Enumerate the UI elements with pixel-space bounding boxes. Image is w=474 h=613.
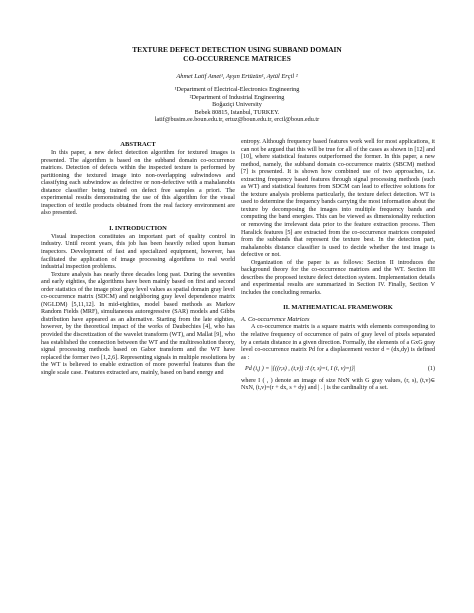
abstract-heading: ABSTRACT	[120, 141, 156, 148]
left-column	[41, 140, 235, 377]
equation-1	[245, 366, 435, 374]
author-emails: latif@busim.ee.boun.edu.tr, ertuz@boun.edu.tr, ercil@boun.edu.tr	[154, 116, 320, 124]
affiliation-line: Bebek 80815, Istanbul, TURKEY.	[194, 108, 280, 116]
cooccurrence-subheading: A. Co-occurrence Matrices	[241, 316, 310, 324]
abstract-paragraph: In this paper, a new defect detection algorithm for textured images is presented. The algorithm is based on the subband domain co-occurrence matrices. Detection of defects within the inspected texture is performed by partitioning the textured image into non-overlapping subwindows and classifying each subwindow as defective or non-defective with a mahalanobis distance classifier being trained on defect free samples a priori. The experimental results demonstrating the use of this algorithm for the visual inspection of textile products obtained from the real factory environment are also presented.	[41, 150, 235, 217]
equation-number: (1)	[427, 366, 435, 373]
affiliation-line: ¹Department of Electrical-Electronics Engineering	[174, 86, 300, 93]
math-framework-heading: II. MATHEMATICAL FRAMEWORK	[283, 304, 393, 312]
body-paragraph: A co-occurrence matrix is a square matrix with elements corresponding to the relative frequency of occurrence of pairs of gray level of pixels separated by a certain distance in a given direction. Formally, the elements of a GxG gray level co-occurrence matrix Pd for a displacement vector d = (dx,dy) is defined as :	[241, 324, 435, 361]
paper-title	[0, 45, 474, 63]
title-line-1: TEXTURE DEFECT DETECTION USING SUBBAND DOMAIN	[132, 45, 342, 54]
author-list: Ahmet Latif Amet¹, Ayşın Ertüzün¹, Aytül Erçil ²	[176, 73, 298, 80]
equation-body: Pd (i,j ) = |{((r,s) , (t,v)) :I (r, s)=i, I (t, v)=j}|	[245, 366, 356, 373]
body-paragraph: Organization of the paper is as follows: Section II introduces the background theory for the co-occurrence matrices and the WT. Section III describes the proposed texture defect detection system. Implementation details and experimental results are summarized in Section IV. Finally, Section V includes the concluding remarks.	[241, 259, 435, 296]
affiliations	[0, 86, 474, 124]
body-paragraph: where I ( , ) denote an image of size NxN with G gray values, (r, s), (t,v)∈ NxN, (t,v)=(r + dx, s + dy) and | . | is the cardinality of a set.	[241, 377, 435, 392]
intro-paragraph: Texture analysis has nearly three decades long past. During the seventies and early eighties, the algorithms have been mainly based on first and second order statistics of the image pixel gray level values as spatial domain gray level co-occurrence matrix (SDCM) and neighboring gray level dependence matrix (NGLDM) [5,11,12]. In mid-eighties, model based methods as Markov Random Fields (MRF), simultaneous autoregressive (SAR) models and Gibbs distribution have appeared as an alternative. Starting from the late eighties, however, by the theoretical impact of the works of Daubechies [4], who has provided the discretization of the wavelet transform (WT), and Mallat [9], who has established the connection between the WT and the multiresolution theory, signal processing methods based on Gabor transform and the WT have replaced the former two [1,2,6]. Representing signals in multiple resolutions by the WT is believed to enable extraction of more powerful features than the single scale case. Features extracted are, mainly, based on band energy and	[41, 271, 235, 376]
introduction-heading: I. INTRODUCTION	[109, 224, 167, 232]
affiliation-line: Boğaziçi University	[212, 101, 262, 109]
title-line-2: CO-OCCURRENCE MATRICES	[183, 54, 291, 63]
affiliation-line: ²Department of Industrial Engineering	[189, 93, 285, 101]
right-column	[241, 139, 435, 393]
body-paragraph: entropy. Although frequency based features work well for most applications, it can not be argued that this will be true for all of the cases as shown in [12] and [10], where statistical features outperformed the former. In this paper, a new method, namely, the subband domain co-occurrence matrix (SBCM) method [7] is presented. It is shown how combined use of two approaches, i.e. extracting frequency based features through signal processing methods (such as WT) and statistical features from SDCM can lead to effective solutions for the texture analysis problems particularly, the texture defect detection. WT is used to determine the frequency bands carrying the most information about the texture by decomposing the images into multiple frequency bands and computing the band energies. This can be viewed as dimensionality reduction or removing the irrelevant data prior to the feature extraction process. Then Haralick features [5] are extracted from the co-occurrence matrices computed from the subbands that represent the texture best. In the detection part, mahalanobis distance classifier is used to decide whether the test image is defective or not.	[241, 139, 435, 259]
intro-paragraph: Visual inspection constitutes an important part of quality control in industry. Until recent years, this job has been heavily relied upon human inspectors. Development of fast and specialized equipment, however, has facilitated the application of image processing algorithms to real world industrial inspection problems.	[41, 233, 235, 271]
